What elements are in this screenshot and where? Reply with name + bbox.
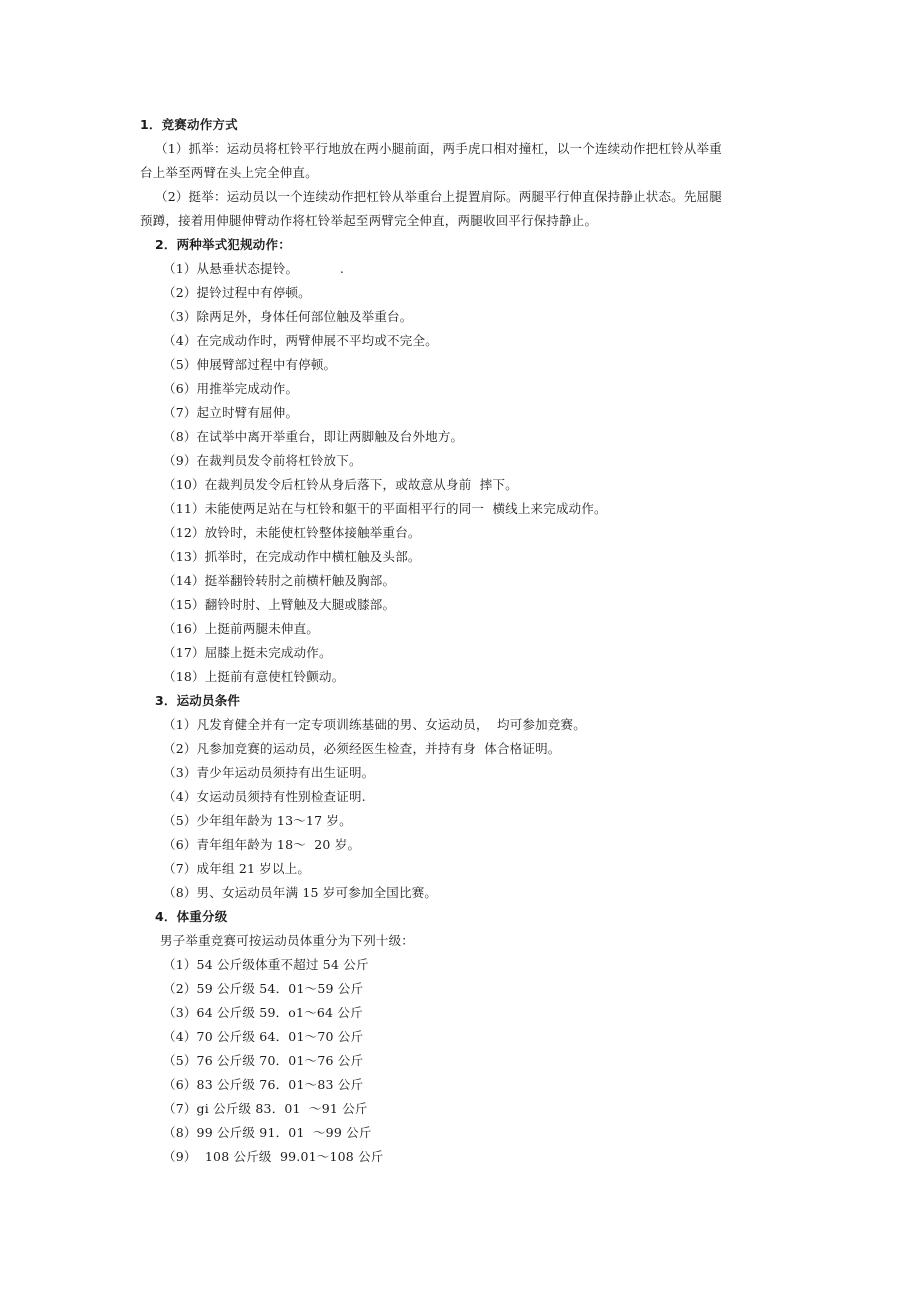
list-item: （13）抓举时，在完成动作中横杠触及头部。 — [163, 549, 421, 564]
section-heading-weight-classes: 4．体重分级 — [155, 909, 228, 924]
list-item: （7）成年组 21 岁以上。 — [163, 861, 311, 876]
list-item: （18）上挺前有意使杠铃颤动。 — [163, 669, 345, 684]
list-item: （4）女运动员须持有性别检查证明. — [163, 789, 366, 804]
paragraph-snatch-line1: （1）抓举：运动员将杠铃平行地放在两小腿前面，两手虎口相对撞杠，以一个连续动作把杠铃从举重 — [155, 141, 722, 156]
section-heading-athlete-conditions: 3．运动员条件 — [155, 693, 241, 708]
list-item: （17）屈膝上挺未完成动作。 — [163, 645, 332, 660]
list-item: （5）伸展臂部过程中有停顿。 — [163, 357, 337, 372]
list-item: （3）除两足外，身体任何部位触及举重台。 — [163, 309, 413, 324]
list-item: （8）在试举中离开举重台，即让两脚触及台外地方。 — [163, 429, 464, 444]
paragraph-snatch-line2: 台上举至两臂在头上完全伸直。 — [140, 165, 318, 180]
list-item: （16）上挺前两腿未伸直。 — [163, 621, 320, 636]
list-item: （2）提铃过程中有停顿。 — [163, 285, 311, 300]
list-item: （8）男、女运动员年满 15 岁可参加全国比赛。 — [163, 885, 438, 900]
list-item: （7）起立时臂有屈伸。 — [163, 405, 299, 420]
section-intro-text: 男子举重竞赛可按运动员体重分为下列十级： — [160, 933, 415, 948]
list-item: （1）54 公斤级体重不超过 54 公斤 — [163, 957, 369, 972]
list-item: （2）59 公斤级 54．01～59 公斤 — [163, 981, 364, 996]
section-heading-competition-lifts: 1．竞赛动作方式 — [140, 117, 238, 132]
list-item: （14）挺举翻铃转肘之前横杆触及胸部。 — [163, 573, 396, 588]
list-item: （4）70 公斤级 64．01～70 公斤 — [163, 1029, 364, 1044]
list-item: （6）青年组年龄为 18～ 20 岁。 — [163, 837, 361, 852]
paragraph-clean-jerk-line2: 预蹲，接着用伸腿伸臂动作将杠铃举起至两臂完全伸直，两腿收回平行保持静止。 — [140, 213, 598, 228]
list-item: （9）在裁判员发令前将杠铃放下。 — [163, 453, 362, 468]
list-item: （9） 108 公斤级 99.01～108 公斤 — [163, 1149, 384, 1164]
list-item: （12）放铃时，未能使杠铃整体接触举重台。 — [163, 525, 421, 540]
list-item: （1）凡发育健全并有一定专项训练基础的男、女运动员， 均可参加竞赛。 — [163, 717, 586, 732]
section-heading-fouls: 2．两种举式犯规动作： — [155, 237, 291, 252]
list-item: （10）在裁判员发令后杠铃从身后落下，或故意从身前 摔下。 — [163, 477, 518, 492]
list-item: （2）凡参加竞赛的运动员，必须经医生检查，并持有身 体合格证明。 — [163, 741, 561, 756]
list-item: （1）从悬垂状态提铃。 . — [163, 261, 345, 276]
list-item: （5）76 公斤级 70．01～76 公斤 — [163, 1053, 364, 1068]
list-item: （11）未能使两足站在与杠铃和躯干的平面相平行的同一 横线上来完成动作。 — [163, 501, 607, 516]
list-item: （5）少年组年龄为 13～17 岁。 — [163, 813, 352, 828]
list-item: （7）gi 公斤级 83．01 ～91 公斤 — [163, 1101, 368, 1116]
list-item: （6）用推举完成动作。 — [163, 381, 299, 396]
list-item: （8）99 公斤级 91．01 ～99 公斤 — [163, 1125, 372, 1140]
list-item: （15）翻铃时肘、上臂触及大腿或膝部。 — [163, 597, 396, 612]
list-item: （3）64 公斤级 59．o1～64 公斤 — [163, 1005, 363, 1020]
paragraph-clean-jerk-line1: （2）挺举：运动员以一个连续动作把杠铃从举重台上提置肩际。两腿平行伸直保持静止状态。先屈腿 — [155, 189, 722, 204]
list-item: （4）在完成动作时，两臂伸展不平均或不完全。 — [163, 333, 438, 348]
list-item: （3）青少年运动员须持有出生证明。 — [163, 765, 375, 780]
list-item: （6）83 公斤级 76．01～83 公斤 — [163, 1077, 364, 1092]
